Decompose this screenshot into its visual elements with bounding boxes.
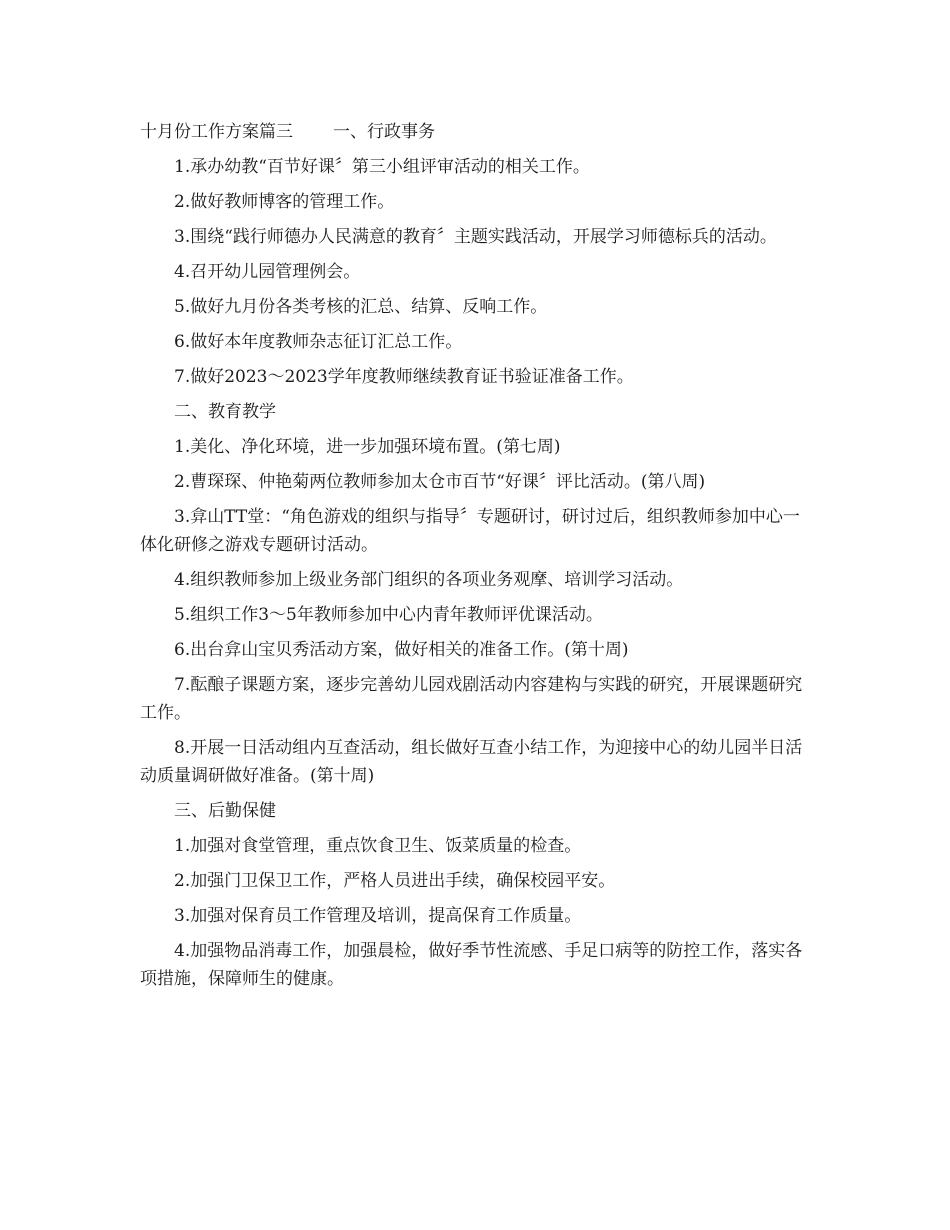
document-body <box>140 118 812 1000</box>
list-item: 4.加强物品消毒工作，加强晨检，做好季节性流感、手足口病等的防控工作，落实各项措施，保障师生的健康。 <box>140 941 803 989</box>
list-item: 7.酝酿子课题方案，逐步完善幼儿园戏剧活动内容建构与实践的研究，开展课题研究工作。 <box>140 675 803 723</box>
list-item: 2.加强门卫保卫工作，严格人员进出手续，确保校园平安。 <box>174 871 616 891</box>
list-item: 1.承办幼教“百节好课〞第三小组评审活动的相关工作。 <box>174 157 590 177</box>
list-item: 5.组织工作3～5年教师参加中心内青年教师评优课活动。 <box>174 605 603 625</box>
list-item: 3.加强对保育员工作管理及培训，提高保育工作质量。 <box>174 906 582 926</box>
list-item: 8.开展一日活动组内互查活动，组长做好互查小结工作，为迎接中心的幼儿园半日活动质量调研做好准备。(第十周) <box>140 738 803 786</box>
list-item: 4.召开幼儿园管理例会。 <box>174 262 361 282</box>
list-item: 6.出台弇山宝贝秀活动方案，做好相关的准备工作。(第十周) <box>174 640 629 660</box>
document-title: 十月份工作方案篇三 <box>140 122 293 142</box>
list-item: 7.做好2023～2023学年度教师继续教育证书验证准备工作。 <box>174 367 634 387</box>
title-row <box>140 118 812 146</box>
section-heading-logistics: 三、后勤保健 <box>174 801 276 821</box>
list-item: 1.加强对食堂管理，重点饮食卫生、饭菜质量的检查。 <box>174 836 582 856</box>
section-heading-teaching: 二、教育教学 <box>174 402 276 422</box>
list-item: 4.组织教师参加上级业务部门组织的各项业务观摩、培训学习活动。 <box>174 570 684 590</box>
section-heading-administration: 一、行政事务 <box>333 122 435 142</box>
list-item: 1.美化、净化环境，进一步加强环境布置。(第七周) <box>174 437 561 457</box>
list-item: 6.做好本年度教师杂志征订汇总工作。 <box>174 332 463 352</box>
list-item: 3.围绕“践行师德办人民满意的教育〞主题实践活动，开展学习师德标兵的活动。 <box>174 227 777 247</box>
list-item: 5.做好九月份各类考核的汇总、结算、反响工作。 <box>174 297 548 317</box>
list-item: 2.做好教师博客的管理工作。 <box>174 192 395 212</box>
list-item: 3.弇山TT堂：“角色游戏的组织与指导〞专题研讨，研讨过后，组织教师参加中心一体化研修之游戏专题研讨活动。 <box>140 507 800 555</box>
list-item: 2.曹琛琛、仲艳菊两位教师参加太仓市百节“好课〞评比活动。(第八周) <box>174 472 706 492</box>
